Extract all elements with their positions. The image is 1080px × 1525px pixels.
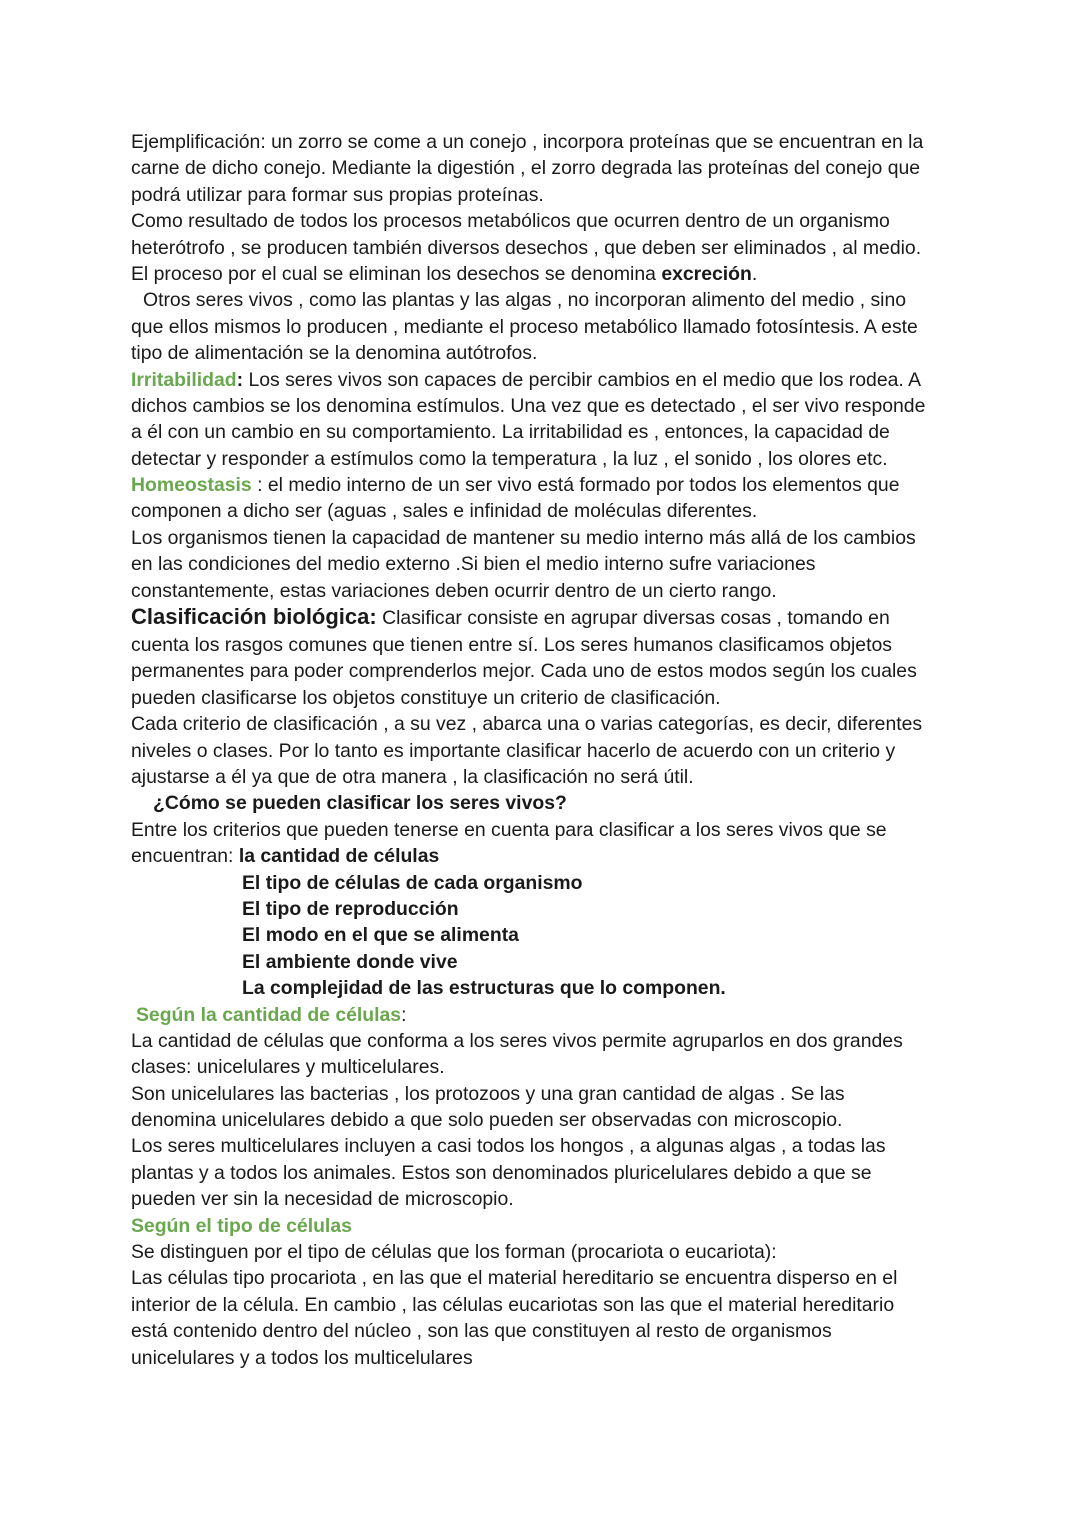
text-line [131, 604, 961, 632]
text-segment: Clasificar consiste en agrupar diversas cosas , tomando en [376, 607, 890, 630]
criterio-item: El tipo de reproducción [242, 897, 459, 920]
text-line: carne de dicho conejo. Mediante la digestión , el zorro degrada las proteínas del conejo que [131, 157, 921, 180]
text-line: unicelulares y a todos los multicelulares [131, 1346, 473, 1369]
text-line: detectar y responder a estímulos como la temperatura , la luz , el sonido , los olores etc. [131, 447, 888, 470]
criterio-item: El modo en el que se alimenta [242, 924, 519, 947]
criterio-item: El ambiente donde vive [242, 950, 458, 973]
text-line [131, 472, 961, 498]
text-line: constantemente, estas variaciones deben ocurrir dentro de un cierto rango. [131, 579, 777, 602]
text-line: cuenta los rasgos comunes que tienen entre sí. Los seres humanos clasificamos objetos [131, 634, 892, 657]
text-segment: El proceso por el cual se eliminan los desechos se denomina [131, 262, 662, 285]
criterio-item: la cantidad de células [238, 845, 440, 868]
text-line: Cada criterio de clasificación , a su vez , abarca una o varias categorías, es decir, diferentes [131, 713, 923, 736]
text-line: pueden ver sin la necesidad de microscopio. [131, 1188, 514, 1211]
text-line: dichos cambios se los denomina estímulos. Una vez que es detectado , el ser vivo responde [131, 394, 926, 417]
text-line: componen a dicho ser (aguas , sales e infinidad de moléculas diferentes. [131, 500, 758, 523]
text-segment: : [401, 1003, 407, 1026]
text-line: Se distinguen por el tipo de células que los forman (procariota o eucariota): [131, 1241, 777, 1264]
text-line [131, 1002, 961, 1028]
text-line: ajustarse a él ya que de otra manera , la clasificación no será útil. [131, 765, 694, 788]
text-line: Son unicelulares las bacterias , los protozoos y una gran cantidad de algas . Se las [131, 1082, 845, 1105]
text-line: interior de la célula. En cambio , las células eucariotas son las que el material hereditario [131, 1293, 895, 1316]
text-line: heterótrofo , se producen también diversos desechos , que deben ser eliminados , al medio. [131, 236, 922, 259]
text-line: permanentes para poder comprenderlos mejor. Cada uno de estos modos según los cuales [131, 660, 917, 683]
text-line: niveles o clases. Por lo tanto es importante clasificar hacerlo de acuerdo con un criterio y [131, 739, 896, 762]
text-line [131, 367, 961, 393]
text-segment: encuentran: [131, 845, 239, 868]
text-line: Otros seres vivos , como las plantas y las algas , no incorporan alimento del medio , sino [143, 289, 907, 312]
text-line: La cantidad de células que conforma a los seres vivos permite agruparlos en dos grandes [131, 1029, 903, 1052]
text-line: tipo de alimentación se la denomina autótrofos. [131, 342, 538, 365]
text-line: Los seres multicelulares incluyen a casi todos los hongos , a algunas algas , a todas las [131, 1135, 886, 1158]
heading-segun-cantidad: Según la cantidad de células [136, 1003, 402, 1026]
heading-segun-tipo: Según el tipo de células [131, 1214, 352, 1237]
text-line [131, 261, 961, 287]
text-line: clases: unicelulares y multicelulares. [131, 1056, 445, 1079]
text-line: Entre los criterios que pueden tenerse en cuenta para clasificar a los seres vivos que se [131, 818, 887, 841]
text-line: Las células tipo procariota , en las que el material hereditario se encuentra disperso en el [131, 1267, 898, 1290]
criterio-item: El tipo de células de cada organismo [242, 871, 583, 894]
text-segment: Los seres vivos son capaces de percibir cambios en el medio que los rodea. A [243, 368, 922, 391]
heading-homeostasis: Homeostasis [131, 474, 252, 497]
text-line: podrá utilizar para formar sus propias proteínas. [131, 183, 544, 206]
text-line: en las condiciones del medio externo .Si bien el medio interno sufre variaciones [131, 553, 816, 576]
text-line [131, 843, 961, 869]
heading-irritabilidad: Irritabilidad [131, 368, 237, 391]
document-page [131, 129, 961, 1371]
text-line: Ejemplificación: un zorro se come a un conejo , incorpora proteínas que se encuentran en la [131, 131, 924, 153]
text-line: a él con un cambio en su comportamiento. La irritabilidad es , entonces, la capacidad de [131, 421, 890, 444]
text-line: pueden clasificarse los objetos constituye un criterio de clasificación. [131, 686, 721, 709]
term-excrecion: excreción [661, 262, 752, 285]
text-line: plantas y a todos los animales. Estos son denominados pluricelulares debido a que se [131, 1161, 872, 1184]
text-segment: : [236, 368, 244, 391]
criterio-item: La complejidad de las estructuras que lo componen. [242, 977, 726, 1000]
text-line: Los organismos tienen la capacidad de mantener su medio interno más allá de los cambios [131, 526, 916, 549]
heading-clasificacion-biologica: Clasificación biológica: [131, 604, 377, 630]
text-line: está contenido dentro del núcleo , son las que constituyen al resto de organismos [131, 1320, 832, 1343]
text-line: que ellos mismos lo producen , mediante el proceso metabólico llamado fotosíntesis. A este [131, 315, 918, 338]
text-line: Como resultado de todos los procesos metabólicos que ocurren dentro de un organismo [131, 210, 890, 233]
text-line: denomina unicelulares debido a que solo pueden ser observadas con microscopio. [131, 1109, 843, 1132]
question-heading: ¿Cómo se pueden clasificar los seres vivos? [153, 792, 567, 815]
text-segment: . [751, 262, 758, 285]
text-segment: : el medio interno de un ser vivo está formado por todos los elementos que [251, 474, 900, 497]
